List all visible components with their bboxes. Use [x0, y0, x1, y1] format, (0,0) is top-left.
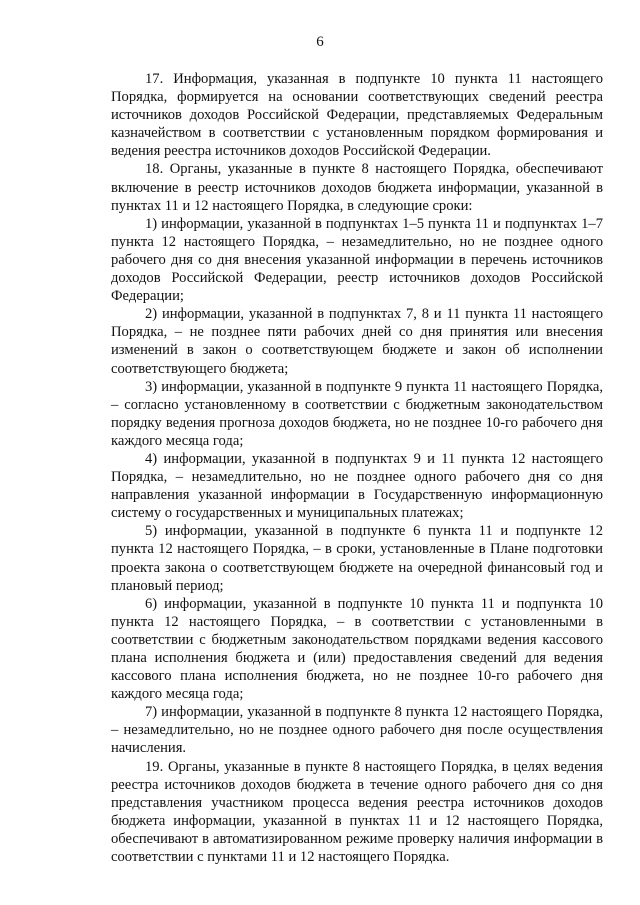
subparagraph-6: 6) информации, указанной в подпункте 10 пункта 11 и подпункта 10 пункта 12 настоящего Порядка, – в соответствии с установленными в соответствии с бюджетным законодательством порядками ведения кассового плана исполнения бюджета и (или) предоставления сведений для ведения кассового плана исполнения бюджета, но не позднее 10-го рабочего дня каждого месяца года;: [111, 595, 603, 703]
page-number: 6: [316, 34, 324, 50]
paragraph-19: 19. Органы, указанные в пункте 8 настоящего Порядка, в целях ведения реестра источников доходов бюджета в течение одного рабочего дня со дня представления участником процесса ведения реестра источников доходов бюджета информации, указанной в пунктах 11 и 12 настоящего Порядка, обеспечивают в автоматизированном режиме проверку наличия информации в соответствии с пунктами 11 и 12 настоящего Порядка.: [111, 758, 603, 866]
subparagraph-1: 1) информации, указанной в подпунктах 1–5 пункта 11 и подпунктах 1–7 пункта 12 настоящего Порядка, – незамедлительно, но не позднее одного рабочего дня со дня внесения указанной информации в перечень источников доходов Российской Федерации, реестр источников доходов Российской Федерации;: [111, 215, 603, 305]
subparagraph-7: 7) информации, указанной в подпункте 8 пункта 12 настоящего Порядка, – незамедлительно, но не позднее одного рабочего дня после осуществления начисления.: [111, 704, 603, 757]
document-body: [111, 70, 603, 866]
subparagraph-3: 3) информации, указанной в подпункте 9 пункта 11 настоящего Порядка, – согласно установленному в соответствии с бюджетным законодательством порядку ведения прогноза доходов бюджета, но не позднее 10-го рабочего дня каждого месяца года;: [111, 378, 603, 449]
subparagraph-4: 4) информации, указанной в подпунктах 9 и 11 пункта 12 настоящего Порядка, – незамедлительно, но не позднее одного рабочего дня со дня направления указанной информации в Государственную информационную систему о государственных и муниципальных платежах;: [111, 450, 603, 522]
paragraph-18: 18. Органы, указанные в пункте 8 настоящего Порядка, обеспечивают включение в реестр источников доходов бюджета информации, указанной в пунктах 11 и 12 настоящего Порядка, в следующие сроки:: [111, 161, 603, 214]
paragraph-17: 17. Информация, указанная в подпункте 10 пункта 11 настоящего Порядка, формируется на основании соответствующих сведений реестра источников доходов Российской Федерации, представляемых Федеральным казначейством в соответствии с установленным порядком формирования и ведения реестра источников доходов Российской Федерации.: [111, 71, 603, 160]
subparagraph-2: 2) информации, указанной в подпунктах 7, 8 и 11 пункта 11 настоящего Порядка, – не позднее пяти рабочих дней со дня принятия или внесения изменений в закон о соответствующем бюджете и закон об исполнении соответствующего бюджета;: [111, 306, 603, 377]
subparagraph-5: 5) информации, указанной в подпункте 6 пункта 11 и подпункте 12 пункта 12 настоящего Порядка, – в сроки, установленные в Плане подготовки проекта закона о соответствующем бюджете на очередной финансовый год и плановый период;: [111, 523, 603, 594]
